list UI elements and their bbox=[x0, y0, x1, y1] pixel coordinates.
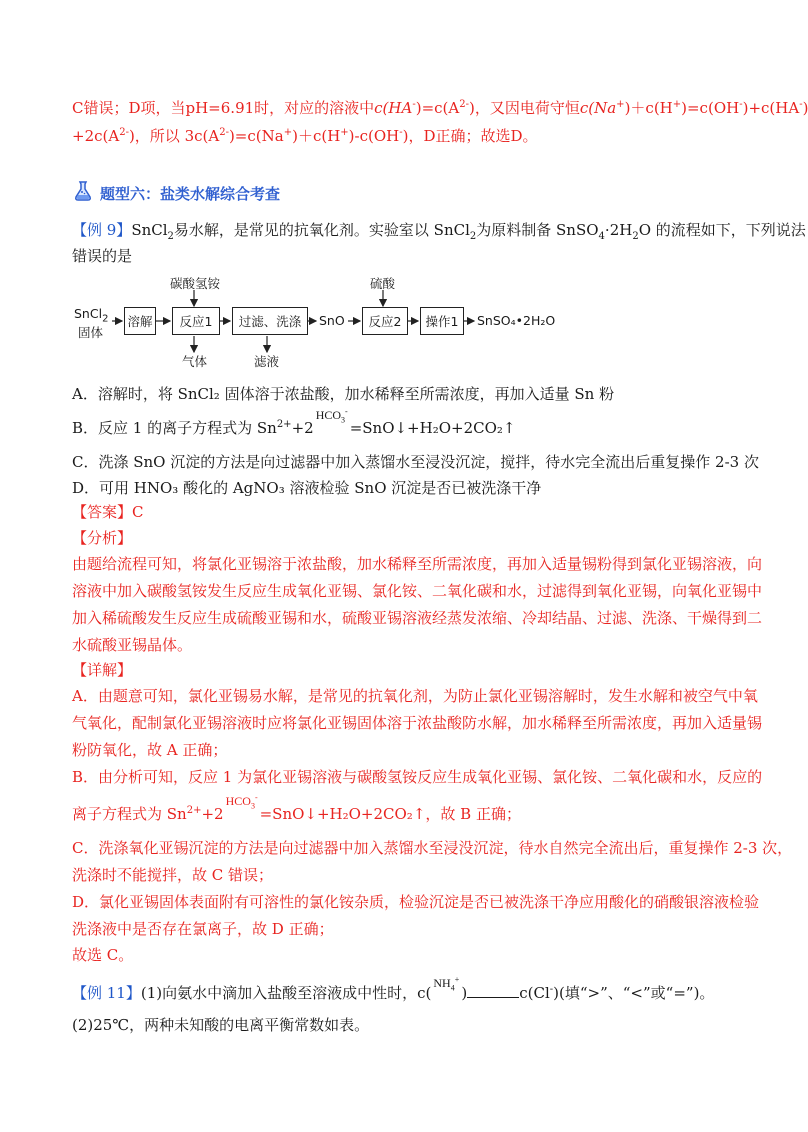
detail-b-line-2: 离子方程式为 $Sn^{2+}+2$ $HCO_3^-$ =SnO↓+H₂O+2CO₂↑，故 B 正确； bbox=[72, 793, 521, 823]
detail-a-line-3: 粉防氧化，故 A 正确； bbox=[72, 741, 228, 759]
analysis-line-1: 由题给流程可知，将氯化亚锡溶于浓盐酸，加水稀释至所需浓度，再加入适量锡粉得到氯化亚锡溶液，向 bbox=[72, 555, 763, 573]
option-c: C．洗涤 SnO 沉淀的方法是向过滤器中加入蒸馏水至浸没沉淀，搅拌，待水完全流出后重复操作 2-3 次 bbox=[72, 453, 759, 471]
step-dissolve: 溶解 bbox=[124, 307, 156, 335]
flask-icon bbox=[72, 180, 94, 206]
example11-q1: 【例 11】(1)向氨水中滴加入盐酸至溶液成中性时，c( $NH_4^+$ ) c(Cl-)(填“>”、“<”或“=”)。 bbox=[72, 975, 715, 1002]
analysis-line-3: 加入稀硫酸发生反应生成硫酸亚锡和水，硫酸亚锡溶液经蒸发浓缩、冷却结晶、过滤、洗涤、干燥得到二 bbox=[72, 609, 763, 627]
input-state: 固体 bbox=[78, 325, 104, 340]
option-b: B．反应 1 的离子方程式为 $Sn^{2+}+2$ $HCO_3^-$ =SnO↓+H₂O+2CO₂↑ bbox=[72, 407, 516, 437]
detail-d-line-2: 洗涤液中是否存在氯离子，故 D 正确； bbox=[72, 920, 334, 938]
output-filtrate: 滤液 bbox=[254, 354, 280, 369]
option-d: D．可用 HNO₃ 酸化的 AgNO₃ 溶液检验 SnO 沉淀是否已被洗涤干净 bbox=[72, 479, 542, 497]
step-operation1: 操作1 bbox=[420, 307, 464, 335]
step-reaction2: 反应2 bbox=[362, 307, 408, 335]
detail-a-line-2: 气氧化，配制氯化亚锡溶液时应将氯化亚锡固体溶于浓盐酸防水解，加水稀释至所需浓度，再加入适量锡 bbox=[72, 714, 763, 732]
option-a: A．溶解时，将 SnCl₂ 固体溶于浓盐酸，加水稀释至所需浓度，再加入适量 Sn 粉 bbox=[72, 385, 615, 403]
output-gas: 气体 bbox=[182, 354, 208, 369]
section-heading bbox=[72, 180, 280, 206]
example9-stem-1: 【例 9】SnCl$_2$易水解，是常见的抗氧化剂。实验室以 SnCl$_2$为原料制备 $SnSO_4\cdot 2H_2O$ 的流程如下，下列说法 bbox=[72, 221, 806, 242]
detail-c-line-1: C．洗涤氧化亚锡沉淀的方法是向过滤器中加入蒸馏水至浸没沉淀，待水自然完全流出后，重复操作 2-3 次， bbox=[72, 839, 793, 857]
analysis-line-2: 溶液中加入碳酸氢铵发生反应生成氧化亚锡、氯化铵、二氧化碳和水，过滤得到氧化亚锡，向氧化亚锡中 bbox=[72, 582, 763, 600]
example11-q2: (2)25℃，两种未知酸的电离平衡常数如表。 bbox=[72, 1016, 370, 1034]
detail-label: 【详解】 bbox=[72, 661, 133, 679]
detail-b-line-1: B．由分析可知，反应 1 为氯化亚锡溶液与碳酸氢铵反应生成氧化亚锡、氯化铵、二氧化碳和水，反应的 bbox=[72, 768, 763, 786]
intermediate-sno: SnO bbox=[319, 313, 345, 328]
analysis-line-4: 水硫酸亚锡晶体。 bbox=[72, 636, 193, 654]
process-flow-diagram bbox=[72, 272, 556, 372]
analysis-label: 【分析】 bbox=[72, 529, 133, 547]
step-filter-wash: 过滤、洗涤 bbox=[232, 307, 308, 335]
detail-c-line-2: 洗涤时不能搅拌，故 C 错误； bbox=[72, 866, 274, 884]
conclusion: 故选 C。 bbox=[72, 946, 134, 964]
example9-tag: 【例 9】 bbox=[72, 221, 132, 239]
answer-line: 【答案】C bbox=[72, 503, 144, 521]
product-label: SnSO₄•2H₂O bbox=[477, 313, 556, 328]
detail-d-line-1: D．氯化亚锡固体表面附有可溶性的氯化铵杂质，检验沉淀是否已被洗涤干净应用酸化的硝酸银溶液检验 bbox=[72, 893, 760, 911]
step-reaction1: 反应1 bbox=[172, 307, 220, 335]
section-title: 题型六：盐类水解综合考查 bbox=[100, 184, 281, 203]
input-label: SnCl$_2$ bbox=[74, 306, 109, 325]
reagent-sulfuric-acid: 硫酸 bbox=[370, 276, 396, 291]
intro-line-1: C错误；D项，当pH=6.91时，对应的溶液中$c(HA^-)=c(A^{2-})$，又因电荷守恒c(Na+)＋c(H+)=c(OH-)+c(HA-) bbox=[72, 99, 808, 117]
example11-tag: 【例 11】 bbox=[72, 984, 141, 1002]
intro-line-2: $+2c(A^{2-})$，所以 $3c(A^{2-})=c(Na^+)+c(H^+)-c(OH^-)$，D正确；故选D。 bbox=[72, 127, 538, 145]
reagent-ammonium-bicarbonate: 碳酸氢铵 bbox=[170, 276, 221, 291]
example9-stem-2: 错误的是 bbox=[72, 247, 133, 265]
answer-blank[interactable] bbox=[467, 983, 519, 998]
detail-a-line-1: A．由题意可知，氯化亚锡易水解，是常见的抗氧化剂，为防止氯化亚锡溶解时，发生水解和被空气中氧 bbox=[72, 687, 758, 705]
